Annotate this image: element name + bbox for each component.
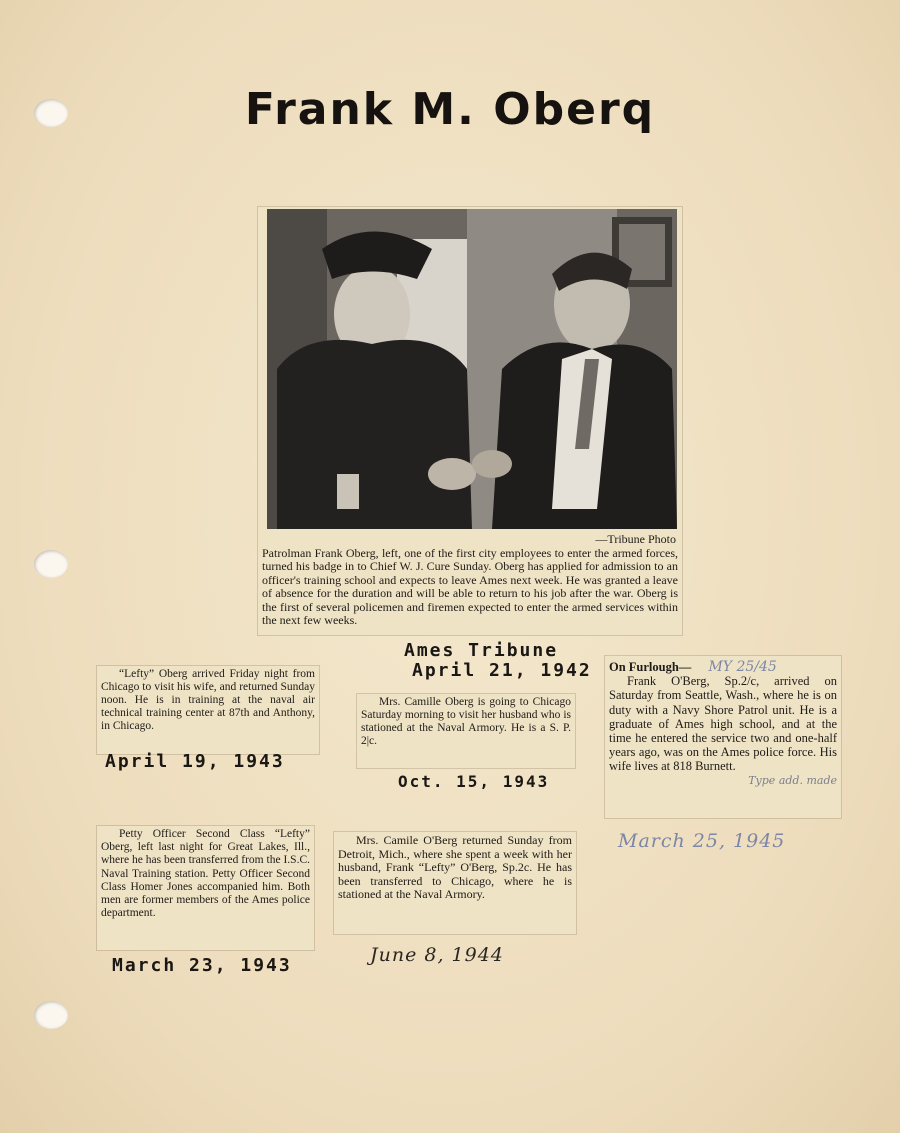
photo-clipping — [258, 207, 682, 635]
clipping-petty-officer — [97, 826, 314, 950]
date-note-june-1944: June 8, 1944 — [370, 944, 504, 966]
binder-hole-bottom — [34, 1001, 68, 1029]
photo-caption: Patrolman Frank Oberg, left, one of the first city employees to enter the armed forces, turned his badge in to Chief W. J. Cure Sunday. Oberg has applied for admission to an officer's training school and expects to leave Ames next week. He was granted a leave of absence for the duration and will be able to return to his job after the war. Oberg is the first of several policemen and firemen expected to enter the armed services within the next few weeks. — [262, 546, 678, 628]
clipping-on-furlough — [605, 656, 841, 818]
pencil-date: MY 25/45 — [708, 659, 777, 675]
newspaper-photo — [267, 209, 677, 529]
pencil-note: Type add. made — [748, 773, 837, 787]
photo-illustration — [267, 209, 677, 529]
photo-date-note: April 21, 1942 — [412, 660, 592, 681]
clipping-text: “Lefty” Oberg arrived Friday night from Chicago to visit his wife, and returned Sunday noon. He is in training at the naval air technical training center at 87th and Anthony, in Chicago. — [101, 668, 315, 732]
clipping-text: Petty Officer Second Class “Lefty” Oberg, left last night for Great Lakes, Ill., where he has been transferred from the I.S.C. Naval Training station. Petty Officer Second Class Homer Jones accompanied him. Both men are former members of the Ames police department. — [101, 828, 310, 920]
source-note: Ames Tribune — [404, 640, 559, 661]
date-note-oct-1943: Oct. 15, 1943 — [398, 772, 550, 791]
date-note-march-1945: March 25, 1945 — [618, 830, 786, 852]
furlough-heading: On Furlough— — [609, 660, 692, 674]
clipping-camile-returned — [334, 832, 576, 934]
clipping-lefty-arrived — [97, 666, 319, 754]
clipping-text: Frank O'Berg, Sp.2/c, arrived on Saturday from Seattle, Wash., where he is on duty with a Navy Shore Patrol unit. He is a graduate of Ames high school, and at the time he entered the service two and one-half years ago, was on the Ames police force. His wife lives at 818 Burnett. — [609, 674, 837, 774]
page-title: Frank M. Oberq — [244, 84, 656, 135]
clipping-text: Mrs. Camile O'Berg returned Sunday from Detroit, Mich., where she spent a week with her husband, Frank “Lefty” O'Berg, Sp.2c. He has been transferred to Chicago, where he is stationed at the Naval Armory. — [338, 833, 572, 902]
photo-credit: —Tribune Photo — [595, 532, 676, 546]
binder-hole-middle — [34, 550, 68, 578]
clipping-heading — [609, 660, 837, 674]
date-note-april-1943: April 19, 1943 — [105, 751, 285, 772]
date-note-march-1943: March 23, 1943 — [112, 955, 292, 976]
clipping-text: Mrs. Camille Oberg is going to Chicago Saturday morning to visit her husband who is stationed at the Naval Armory. He is a S. P. 2|c. — [361, 696, 571, 747]
clipping-camille-chicago — [357, 694, 575, 768]
